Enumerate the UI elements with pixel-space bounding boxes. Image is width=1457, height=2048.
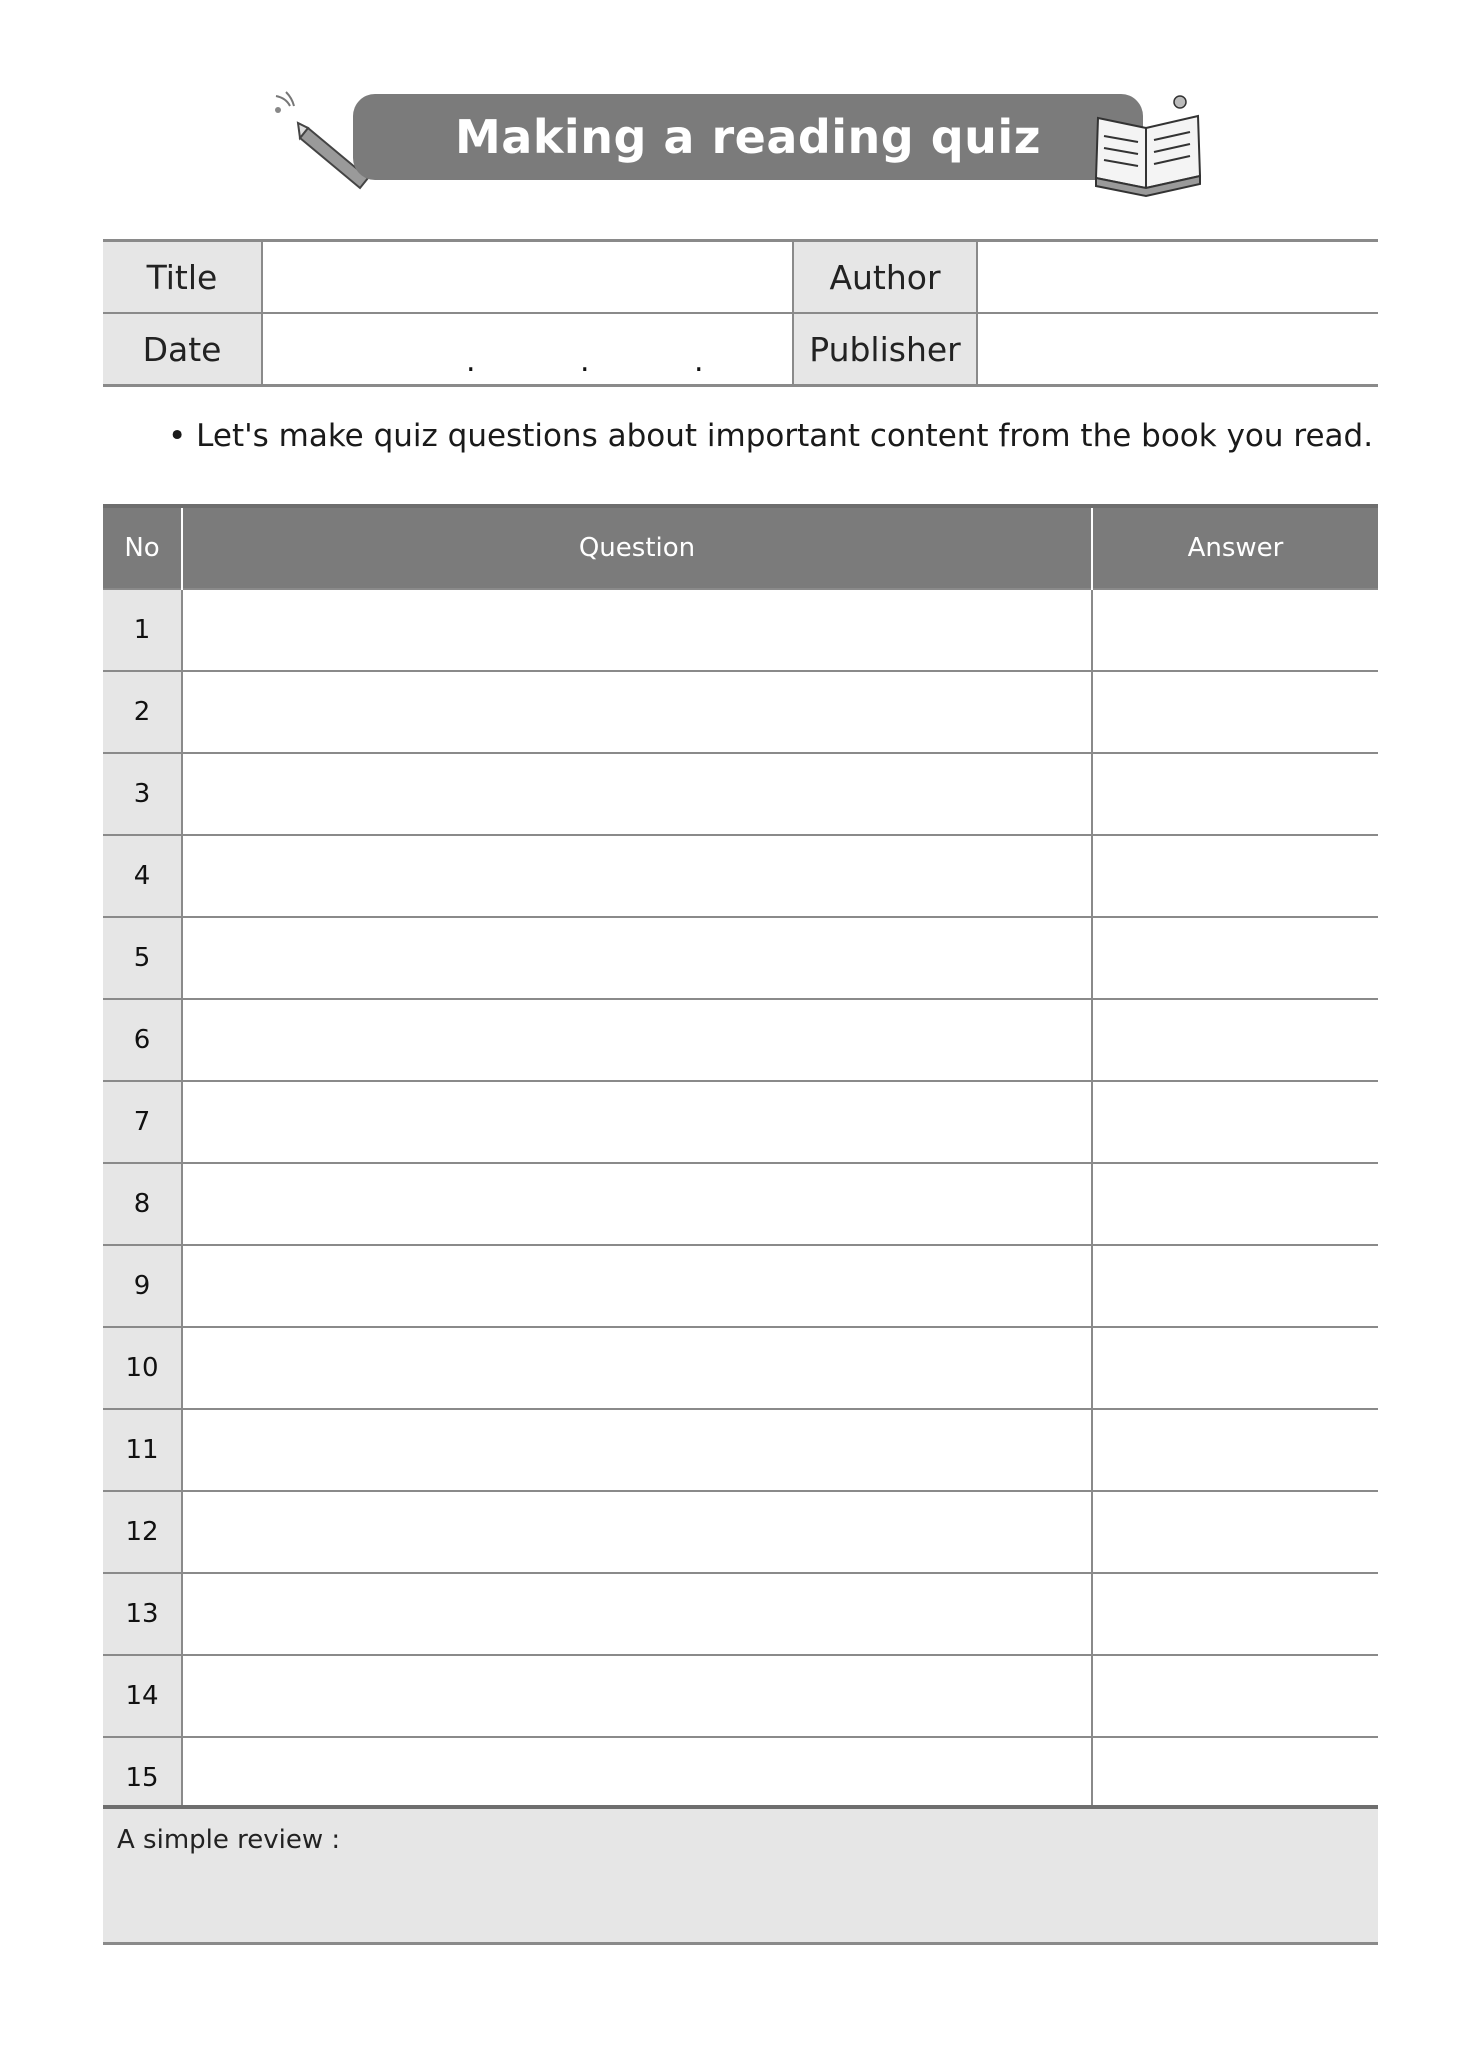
- quiz-row: [103, 917, 1378, 999]
- question-cell[interactable]: [182, 589, 1092, 671]
- answer-cell[interactable]: [1092, 753, 1378, 835]
- row-number: 2: [103, 671, 182, 753]
- author-field[interactable]: [977, 241, 1378, 314]
- question-cell[interactable]: [182, 1573, 1092, 1655]
- row-number: 11: [103, 1409, 182, 1491]
- date-label: Date: [103, 313, 262, 386]
- question-cell[interactable]: [182, 1491, 1092, 1573]
- answer-cell[interactable]: [1092, 1081, 1378, 1163]
- quiz-row: [103, 1491, 1378, 1573]
- question-cell[interactable]: [182, 1409, 1092, 1491]
- row-number: 6: [103, 999, 182, 1081]
- question-cell[interactable]: [182, 671, 1092, 753]
- quiz-row: [103, 589, 1378, 671]
- quiz-row: [103, 1081, 1378, 1163]
- row-number: 7: [103, 1081, 182, 1163]
- review-label: A simple review :: [117, 1825, 341, 1855]
- title-field[interactable]: [262, 241, 793, 314]
- answer-column-header: Answer: [1092, 506, 1378, 589]
- date-separator: .: [466, 344, 476, 379]
- question-cell[interactable]: [182, 1163, 1092, 1245]
- book-info-table: [103, 239, 1378, 387]
- question-cell[interactable]: [182, 835, 1092, 917]
- quiz-row: [103, 1327, 1378, 1409]
- author-label: Author: [793, 241, 977, 314]
- quiz-row: [103, 753, 1378, 835]
- row-number: 14: [103, 1655, 182, 1737]
- open-book-icon: [1088, 88, 1208, 198]
- row-number: 15: [103, 1737, 182, 1820]
- quiz-row: [103, 835, 1378, 917]
- quiz-row: [103, 1163, 1378, 1245]
- date-field[interactable]: [262, 313, 793, 386]
- row-number: 8: [103, 1163, 182, 1245]
- answer-cell[interactable]: [1092, 999, 1378, 1081]
- question-column-header: Question: [182, 506, 1092, 589]
- quiz-header-row: [103, 506, 1378, 589]
- title-label: Title: [103, 241, 262, 314]
- publisher-label: Publisher: [793, 313, 977, 386]
- row-number: 4: [103, 835, 182, 917]
- title-banner: [268, 88, 1238, 198]
- title-bar: [353, 94, 1143, 180]
- quiz-row: [103, 671, 1378, 753]
- row-number: 3: [103, 753, 182, 835]
- answer-cell[interactable]: [1092, 917, 1378, 999]
- answer-cell[interactable]: [1092, 1573, 1378, 1655]
- answer-cell[interactable]: [1092, 1655, 1378, 1737]
- answer-cell[interactable]: [1092, 1491, 1378, 1573]
- answer-cell[interactable]: [1092, 835, 1378, 917]
- question-cell[interactable]: [182, 753, 1092, 835]
- no-column-header: No: [103, 506, 182, 589]
- answer-cell[interactable]: [1092, 589, 1378, 671]
- row-number: 12: [103, 1491, 182, 1573]
- question-cell[interactable]: [182, 999, 1092, 1081]
- quiz-row: [103, 999, 1378, 1081]
- row-number: 10: [103, 1327, 182, 1409]
- quiz-row: [103, 1573, 1378, 1655]
- instruction-text: • Let's make quiz questions about important content from the book you read.: [168, 418, 1374, 454]
- page-title: Making a reading quiz: [455, 110, 1041, 164]
- date-separator: .: [694, 344, 704, 379]
- review-box[interactable]: [103, 1805, 1378, 1945]
- row-number: 13: [103, 1573, 182, 1655]
- answer-cell[interactable]: [1092, 1327, 1378, 1409]
- quiz-table: [103, 504, 1378, 1821]
- question-cell[interactable]: [182, 1245, 1092, 1327]
- answer-cell[interactable]: [1092, 1245, 1378, 1327]
- date-separator: .: [580, 344, 590, 379]
- row-number: 1: [103, 589, 182, 671]
- question-cell[interactable]: [182, 917, 1092, 999]
- answer-cell[interactable]: [1092, 1409, 1378, 1491]
- answer-cell[interactable]: [1092, 1163, 1378, 1245]
- question-cell[interactable]: [182, 1327, 1092, 1409]
- row-number: 9: [103, 1245, 182, 1327]
- quiz-row: [103, 1655, 1378, 1737]
- quiz-row: [103, 1245, 1378, 1327]
- row-number: 5: [103, 917, 182, 999]
- publisher-field[interactable]: [977, 313, 1378, 386]
- answer-cell[interactable]: [1092, 671, 1378, 753]
- question-cell[interactable]: [182, 1081, 1092, 1163]
- quiz-row: [103, 1409, 1378, 1491]
- question-cell[interactable]: [182, 1655, 1092, 1737]
